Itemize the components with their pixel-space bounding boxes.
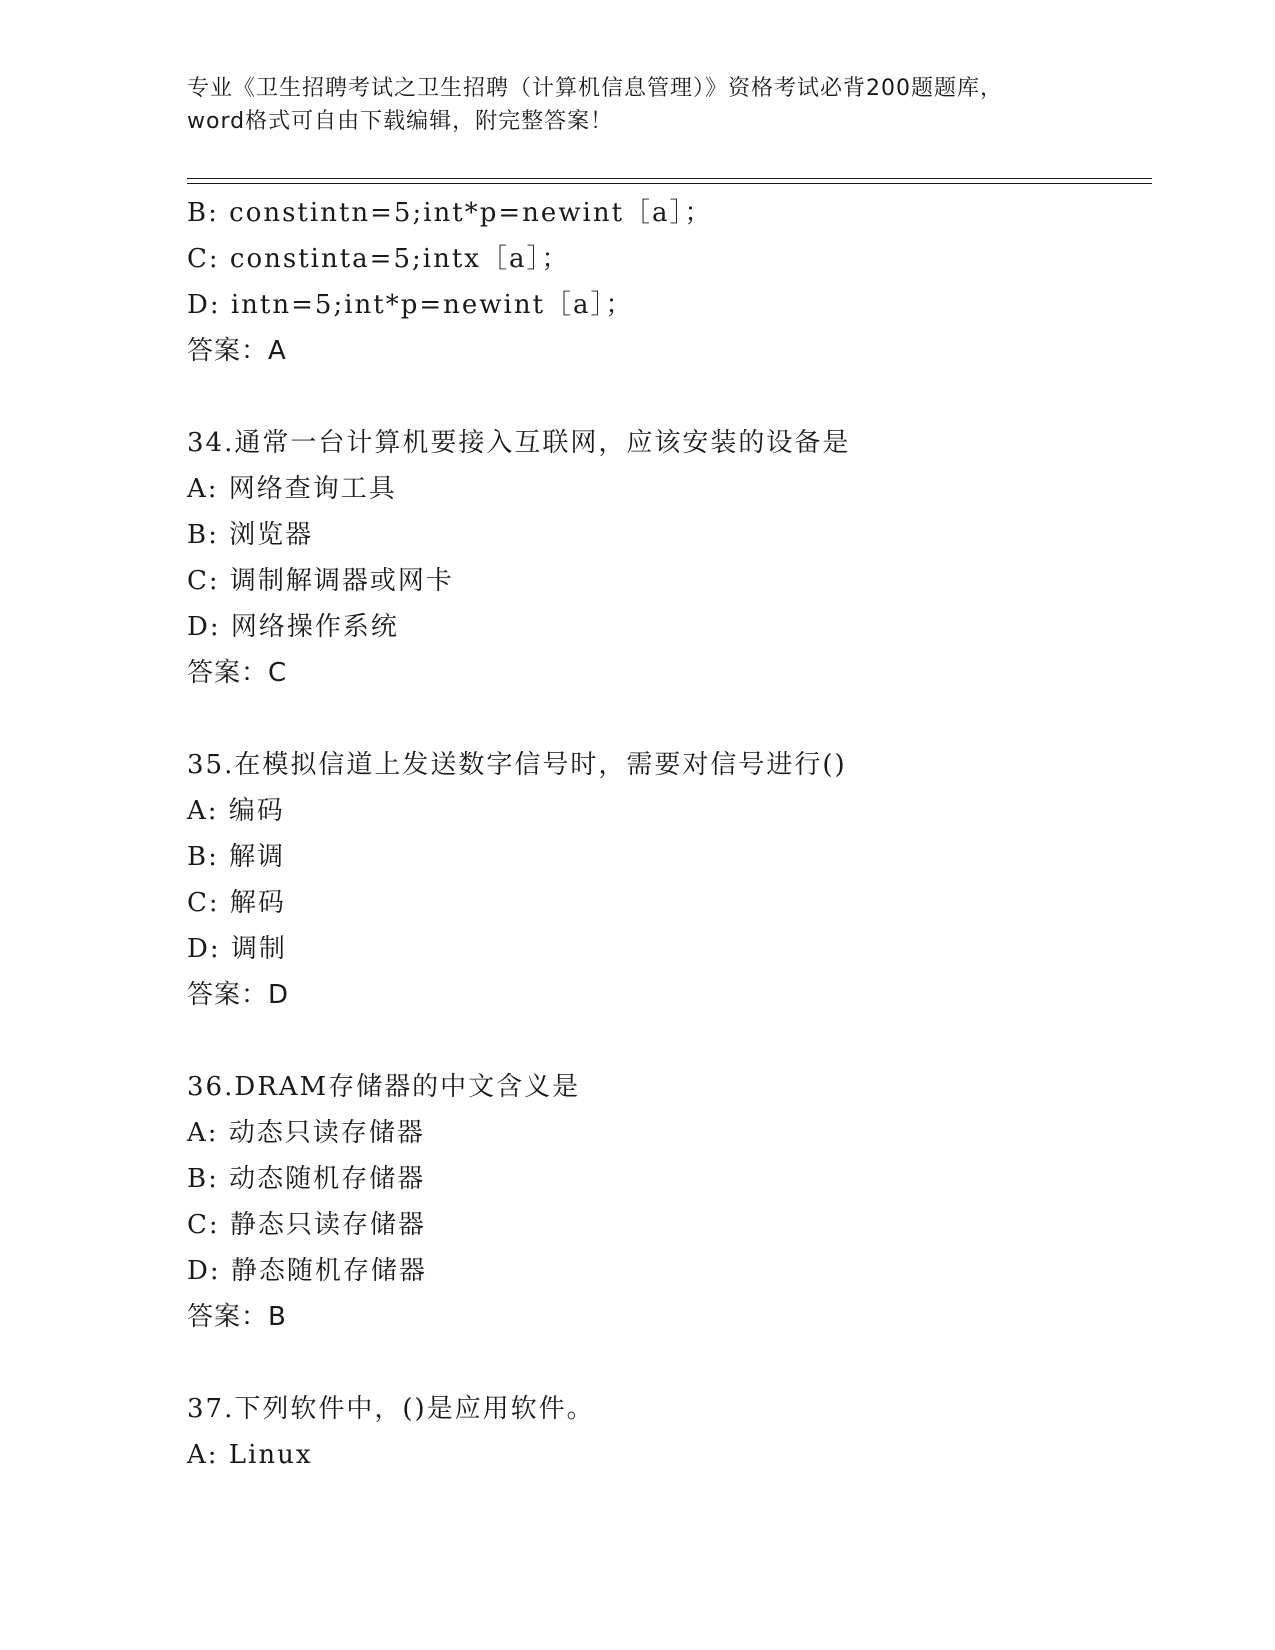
option-b: B: 浏览器	[187, 520, 314, 550]
option-d: D: intn=5;int*p=newint［a］；	[187, 290, 634, 320]
spacer	[187, 374, 1152, 420]
header-line-1: 专业《卫生招聘考试之卫生招聘（计算机信息管理）》资格考试必背200题题库，	[187, 76, 1003, 101]
answer-line: 答案：D	[187, 980, 290, 1010]
question-block-34	[187, 420, 1152, 696]
document-header	[187, 72, 1087, 138]
option-d: D: 静态随机存储器	[187, 1256, 427, 1286]
header-line-2: word格式可自由下载编辑，附完整答案！	[187, 109, 614, 134]
question-stem: 34.通常一台计算机要接入互联网，应该安装的设备是	[187, 428, 851, 458]
option-c: C: 解码	[187, 888, 286, 918]
option-c: C: constinta=5;intx［a］；	[187, 244, 570, 274]
answer-line: 答案：B	[187, 1302, 287, 1332]
spacer	[187, 1340, 1152, 1386]
header-divider-top	[187, 178, 1152, 179]
option-a: A: Linux	[187, 1440, 313, 1470]
spacer	[187, 696, 1152, 742]
option-a: A: 网络查询工具	[187, 474, 397, 504]
question-block-37	[187, 1386, 1152, 1478]
option-b: B: constintn=5;int*p=newint［a］；	[187, 198, 713, 228]
option-d: D: 调制	[187, 934, 287, 964]
option-c: C: 调制解调器或网卡	[187, 566, 454, 596]
option-a: A: 动态只读存储器	[187, 1118, 425, 1148]
question-list	[187, 190, 1152, 1478]
answer-line: 答案：C	[187, 658, 288, 688]
header-divider-bottom	[187, 183, 1152, 184]
question-block-36	[187, 1064, 1152, 1340]
answer-line: 答案：A	[187, 336, 287, 366]
question-stem: 37.下列软件中，()是应用软件。	[187, 1394, 595, 1424]
option-b: B: 动态随机存储器	[187, 1164, 426, 1194]
question-stem: 35.在模拟信道上发送数字信号时，需要对信号进行()	[187, 750, 847, 780]
question-block-33	[187, 190, 1152, 374]
option-c: C: 静态只读存储器	[187, 1210, 426, 1240]
question-stem: 36.DRAM存储器的中文含义是	[187, 1072, 581, 1102]
option-b: B: 解调	[187, 842, 286, 872]
spacer	[187, 1018, 1152, 1064]
option-a: A: 编码	[187, 796, 285, 826]
question-block-35	[187, 742, 1152, 1018]
option-d: D: 网络操作系统	[187, 612, 399, 642]
